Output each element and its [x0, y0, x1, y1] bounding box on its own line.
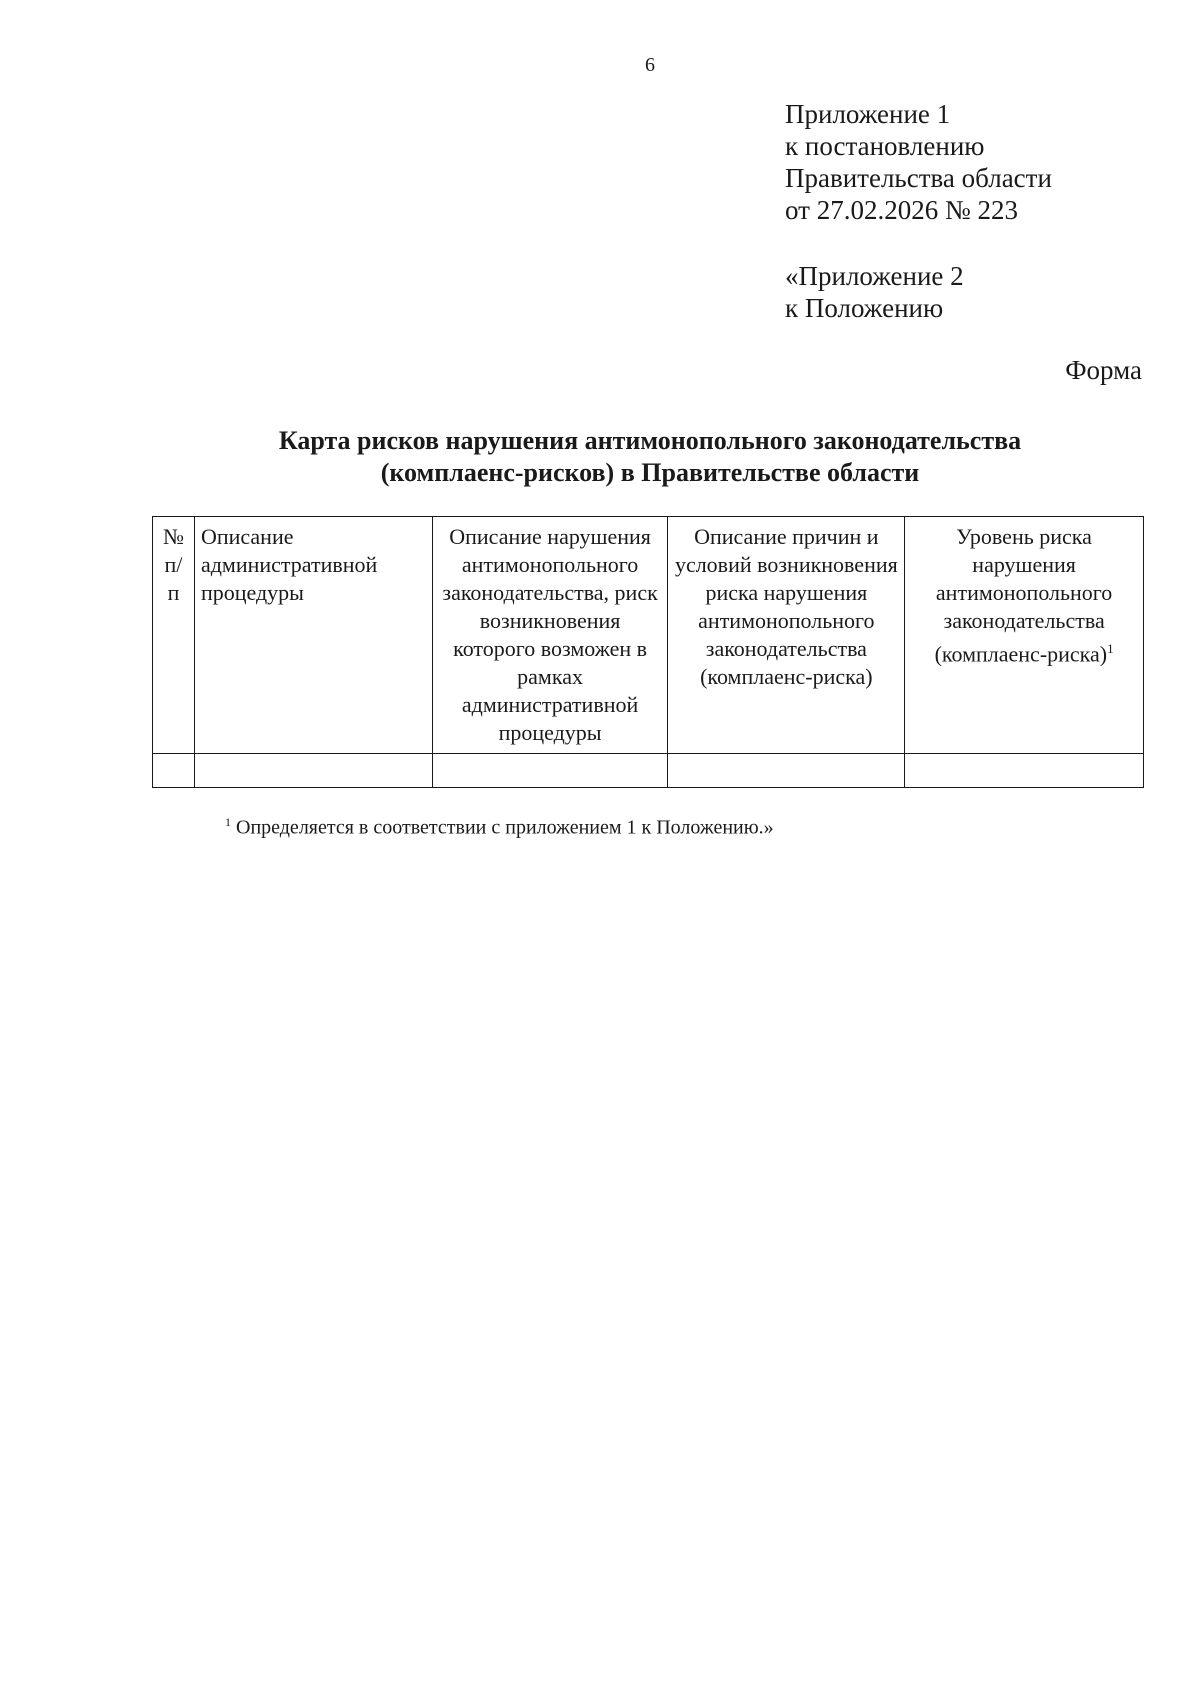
form-label: Форма: [1065, 355, 1142, 385]
header-risk-level-text: Уровень риска нарушения антимонопольного законодательства (комплаенс-риска): [934, 524, 1113, 667]
appendix-line: Приложение 1: [785, 99, 951, 129]
appendix-line: «Приложение 2: [785, 261, 964, 291]
appendix-reference: [785, 98, 1052, 324]
footnote-mark: 1: [225, 815, 231, 829]
appendix-line: Правительства области: [785, 163, 1052, 193]
footnote-text: Определяется в соответствии с приложением 1 к Положению.»: [236, 816, 774, 839]
table-header-row: [153, 517, 1144, 754]
header-procedure: Описание административной процедуры: [194, 517, 432, 754]
title-line: (комплаенс-рисков) в Правительстве области: [380, 458, 920, 487]
header-cause: Описание причин и условий возникновения риска нарушения антимонопольного законодательства (комплаенс-риска): [668, 517, 905, 754]
appendix-line: к Положению: [785, 293, 944, 323]
header-violation: Описание нарушения антимонопольного законодательства, риск возникновения которого возможен в рамках административной процедуры: [432, 517, 668, 754]
appendix-line: к постановлению: [785, 131, 985, 161]
table-cell: [153, 754, 195, 788]
table-row: [153, 754, 1144, 788]
header-risk-level: [905, 517, 1144, 754]
table-cell: [194, 754, 432, 788]
appendix-line: от 27.02.2026 № 223: [785, 195, 1018, 225]
page-number: 6: [645, 54, 655, 76]
footnote: [225, 815, 774, 840]
document-title: [150, 425, 1150, 489]
table-cell: [668, 754, 905, 788]
header-number: № п/п: [153, 517, 195, 754]
risk-map-table: [152, 516, 1144, 788]
table-cell: [905, 754, 1144, 788]
table-cell: [432, 754, 668, 788]
title-line: Карта рисков нарушения антимонопольного законодательства: [278, 426, 1022, 455]
footnote-mark: 1: [1107, 641, 1114, 656]
